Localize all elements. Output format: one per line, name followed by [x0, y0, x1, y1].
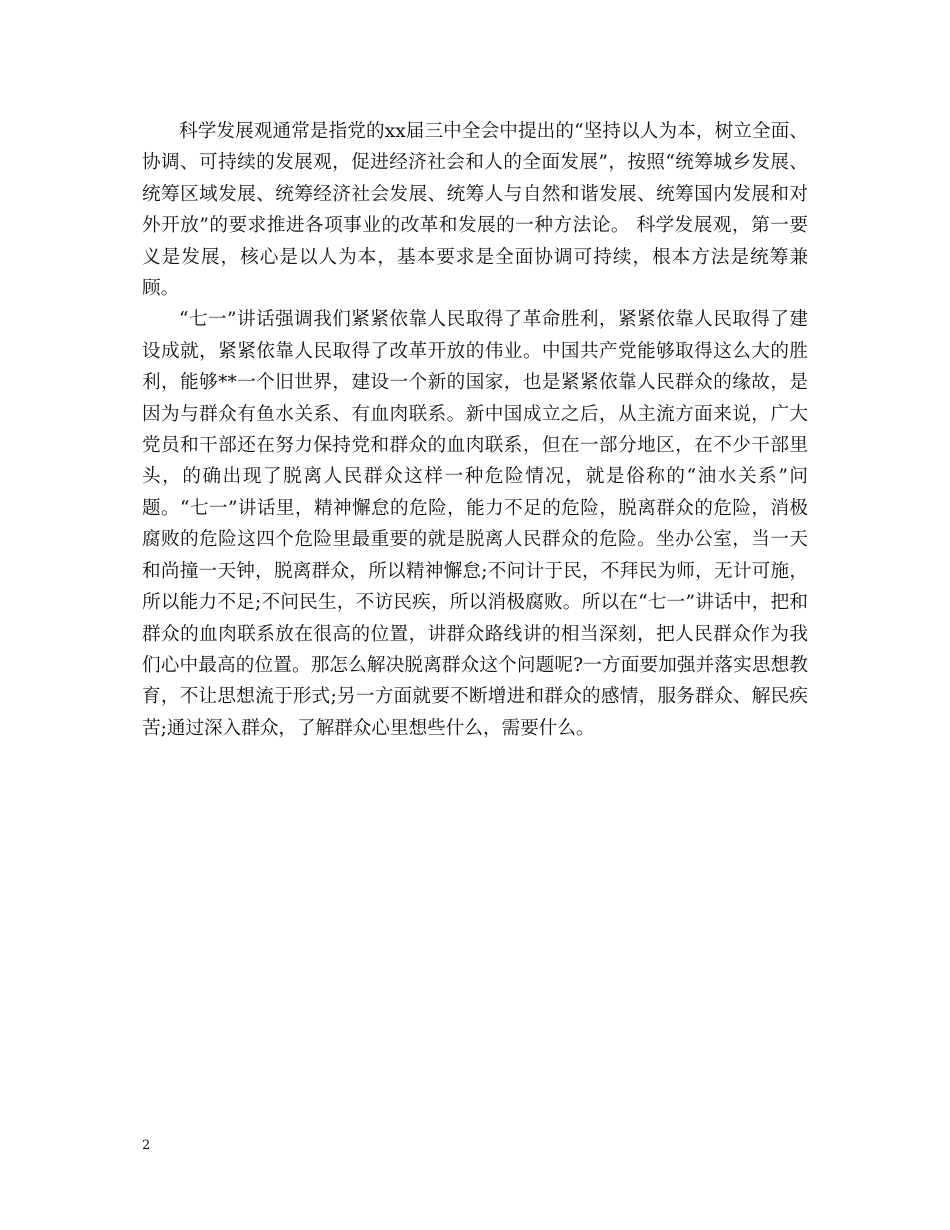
paragraph-july-first-speech: “七一”讲话强调我们紧紧依靠人民取得了革命胜利，紧紧依靠人民取得了建设成就，紧紧依靠人民取得了改革开放的伟业。中国共产党能够取得这么大的胜利，能够**一个旧世界，建设一个新的国家，也是紧紧依靠人民群众的缘故，是因为与群众有鱼水关系、有血肉联系。新中国成立之后，从主流方面来说，广大党员和干部还在努力保持党和群众的血肉联系，但在一部分地区，在不少干部里头，的确出现了脱离人民群众这样一种危险情况，就是俗称的“油水关系”问题。“七一”讲话里，精神懈怠的危险，能力不足的危险，脱离群众的危险，消极腐败的危险这四个危险里最重要的就是脱离人民群众的危险。坐办公室，当一天和尚撞一天钟，脱离群众，所以精神懈怠;不问计于民，不拜民为师，无计可施，所以能力不足;不问民生，不访民疾，所以消极腐败。所以在“七一”讲话中，把和群众的血肉联系放在很高的位置，讲群众路线讲的相当深刻，把人民群众作为我们心中最高的位置。那怎么解决脱离群众这个问题呢?一方面要加强并落实思想教育，不让思想流于形式;另一方面就要不断增进和群众的感情，服务群众、解民疾苦;通过深入群众，了解群众心里想些什么，需要什么。 [142, 309, 808, 739]
document-body [142, 116, 808, 744]
paragraph-scientific-outlook: 科学发展观通常是指党的xx届三中全会中提出的“坚持以人为本，树立全面、协调、可持续的发展观，促进经济社会和人的全面发展”，按照“统筹城乡发展、统筹区域发展、统筹经济社会发展、统筹人与自然和谐发展、统筹国内发展和对外开放”的要求推进各项事业的改革和发展的一种方法论。 科学发展观，第一要义是发展，核心是以人为本，基本要求是全面协调可持续，根本方法是统筹兼顾。 [142, 121, 808, 300]
page-number: 2 [142, 1138, 151, 1153]
